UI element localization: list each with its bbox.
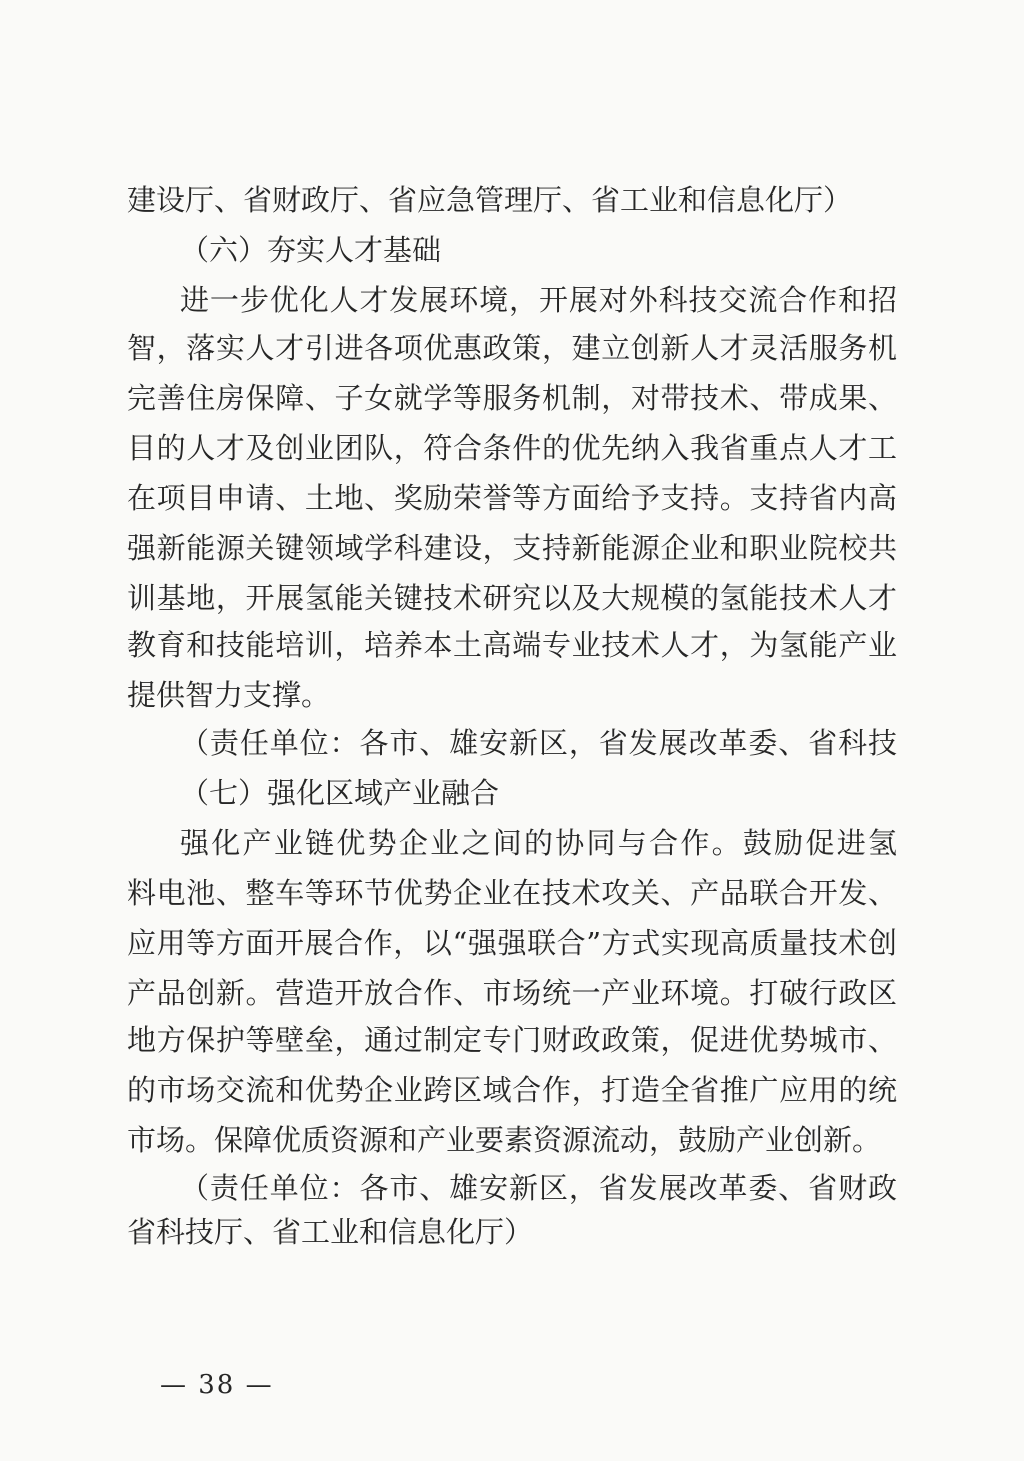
text-line: 地方保护等壁垒，通过制定专门财政政策，促进优势城市、 bbox=[127, 1023, 897, 1057]
text-line: 提供智力支撑。 bbox=[127, 678, 331, 712]
text-line: 强新能源关键领域学科建设，支持新能源企业和职业院校共 bbox=[127, 531, 897, 565]
text-line: 省科技厅、省工业和信息化厅） bbox=[127, 1215, 534, 1249]
text-line: （六）夯实人才基础 bbox=[180, 233, 442, 267]
text-line: 教育和技能培训，培养本土高端专业技术人才，为氢能产业 bbox=[127, 628, 897, 662]
text-line: 强化产业链优势企业之间的协同与合作。鼓励促进氢 bbox=[180, 826, 897, 860]
page-number: — 38 — bbox=[160, 1370, 274, 1400]
text-line: （责任单位：各市、雄安新区，省发展改革委、省财政 bbox=[180, 1171, 897, 1205]
text-line: （责任单位：各市、雄安新区，省发展改革委、省科技 bbox=[180, 726, 897, 760]
text-line: 的市场交流和优势企业跨区域合作，打造全省推广应用的统 bbox=[127, 1073, 897, 1107]
text-line: 智，落实人才引进各项优惠政策，建立创新人才灵活服务机 bbox=[127, 331, 897, 365]
text-line: 进一步优化人才发展环境，开展对外科技交流合作和招 bbox=[180, 283, 897, 317]
text-line: 建设厅、省财政厅、省应急管理厅、省工业和信息化厅） bbox=[127, 183, 853, 217]
text-line: （七）强化区域产业融合 bbox=[180, 776, 500, 810]
text-line: 产品创新。营造开放合作、市场统一产业环境。打破行政区 bbox=[127, 976, 897, 1010]
text-line: 在项目申请、土地、奖励荣誉等方面给予支持。支持省内高 bbox=[127, 481, 897, 515]
text-line: 完善住房保障、子女就学等服务机制，对带技术、带成果、 bbox=[127, 381, 897, 415]
text-line: 应用等方面开展合作，以“强强联合”方式实现高质量技术创 bbox=[127, 926, 897, 960]
text-line: 市场。保障优质资源和产业要素资源流动，鼓励产业创新。 bbox=[127, 1123, 882, 1157]
text-line: 目的人才及创业团队，符合条件的优先纳入我省重点人才工 bbox=[127, 431, 897, 465]
text-line: 训基地，开展氢能关键技术研究以及大规模的氢能技术人才 bbox=[127, 581, 897, 615]
text-line: 料电池、整车等环节优势企业在技术攻关、产品联合开发、 bbox=[127, 876, 897, 910]
